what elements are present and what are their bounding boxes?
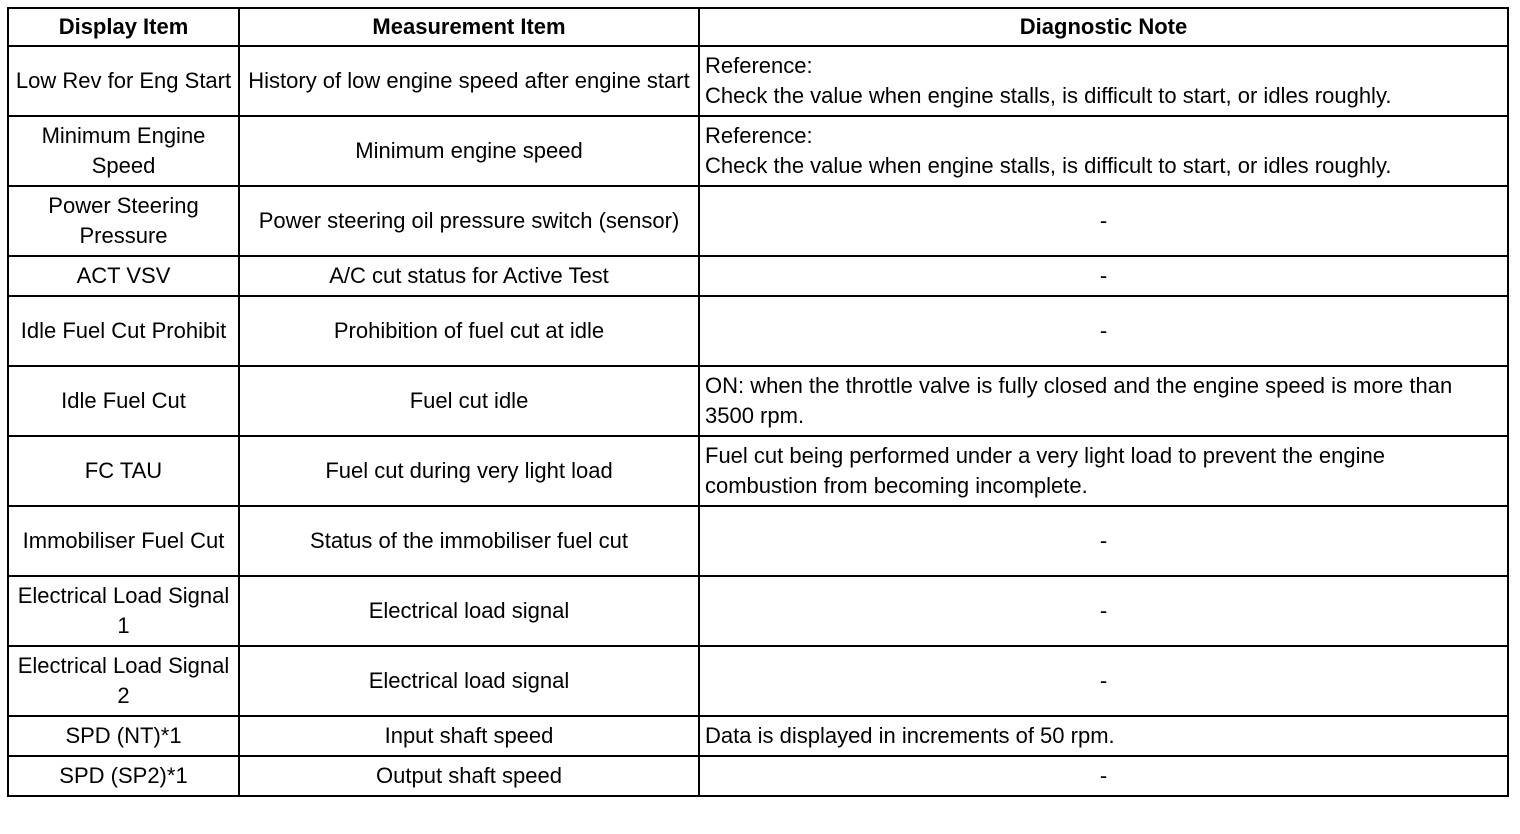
cell-measurement-item: Fuel cut during very light load (239, 436, 699, 506)
table-header-row (8, 8, 1508, 46)
table-row (8, 506, 1508, 576)
cell-display-item: SPD (NT)*1 (8, 716, 239, 756)
cell-diagnostic-note (699, 756, 1508, 796)
header-display-item: Display Item (8, 8, 239, 46)
cell-display-item: Minimum Engine Speed (8, 116, 239, 186)
cell-measurement-item: Electrical load signal (239, 646, 699, 716)
cell-measurement-item: Input shaft speed (239, 716, 699, 756)
cell-display-item: Idle Fuel Cut Prohibit (8, 296, 239, 366)
note-line: - (1099, 668, 1108, 693)
note-line: - (1099, 318, 1108, 343)
cell-display-item: Idle Fuel Cut (8, 366, 239, 436)
cell-measurement-item: Output shaft speed (239, 756, 699, 796)
cell-diagnostic-note (699, 366, 1508, 436)
table-row (8, 646, 1508, 716)
cell-measurement-item: Minimum engine speed (239, 116, 699, 186)
cell-diagnostic-note (699, 646, 1508, 716)
note-line: Data is displayed in increments of 50 rpm. (705, 723, 1115, 748)
cell-display-item: FC TAU (8, 436, 239, 506)
data-list-table (7, 7, 1509, 797)
note-line: Reference: (705, 123, 813, 148)
note-line: - (1099, 208, 1108, 233)
note-line: - (1099, 763, 1108, 788)
note-line: Reference: (705, 53, 813, 78)
note-line: ON: when the throttle valve is fully closed and the engine speed is more than 3500 rpm. (705, 373, 1453, 428)
cell-display-item: Power Steering Pressure (8, 186, 239, 256)
cell-display-item: Electrical Load Signal 2 (8, 646, 239, 716)
note-line: Fuel cut being performed under a very light load to prevent the engine combustion from becoming incomplete. (705, 443, 1385, 498)
cell-measurement-item: History of low engine speed after engine start (239, 46, 699, 116)
cell-measurement-item: Electrical load signal (239, 576, 699, 646)
table-row (8, 186, 1508, 256)
cell-diagnostic-note (699, 116, 1508, 186)
note-line: - (1099, 263, 1108, 288)
note-line: Check the value when engine stalls, is difficult to start, or idles roughly. (705, 153, 1392, 178)
cell-measurement-item: Power steering oil pressure switch (sensor) (239, 186, 699, 256)
cell-diagnostic-note (699, 186, 1508, 256)
cell-display-item: Low Rev for Eng Start (8, 46, 239, 116)
cell-diagnostic-note (699, 256, 1508, 296)
table-row (8, 716, 1508, 756)
table-row (8, 436, 1508, 506)
table-row (8, 296, 1508, 366)
note-line: Check the value when engine stalls, is difficult to start, or idles roughly. (705, 83, 1392, 108)
cell-measurement-item: A/C cut status for Active Test (239, 256, 699, 296)
cell-diagnostic-note (699, 506, 1508, 576)
cell-diagnostic-note (699, 576, 1508, 646)
table-row (8, 46, 1508, 116)
cell-display-item: SPD (SP2)*1 (8, 756, 239, 796)
table-row (8, 756, 1508, 796)
table-row (8, 576, 1508, 646)
cell-display-item: Electrical Load Signal 1 (8, 576, 239, 646)
cell-diagnostic-note (699, 436, 1508, 506)
note-line: - (1099, 598, 1108, 623)
header-diagnostic-note: Diagnostic Note (699, 8, 1508, 46)
cell-measurement-item: Status of the immobiliser fuel cut (239, 506, 699, 576)
table-body (8, 46, 1508, 796)
cell-display-item: ACT VSV (8, 256, 239, 296)
cell-measurement-item: Prohibition of fuel cut at idle (239, 296, 699, 366)
cell-diagnostic-note (699, 716, 1508, 756)
table-row (8, 256, 1508, 296)
table-row (8, 116, 1508, 186)
note-line: - (1099, 528, 1108, 553)
cell-diagnostic-note (699, 46, 1508, 116)
cell-diagnostic-note (699, 296, 1508, 366)
cell-display-item: Immobiliser Fuel Cut (8, 506, 239, 576)
cell-measurement-item: Fuel cut idle (239, 366, 699, 436)
header-measurement-item: Measurement Item (239, 8, 699, 46)
table-row (8, 366, 1508, 436)
